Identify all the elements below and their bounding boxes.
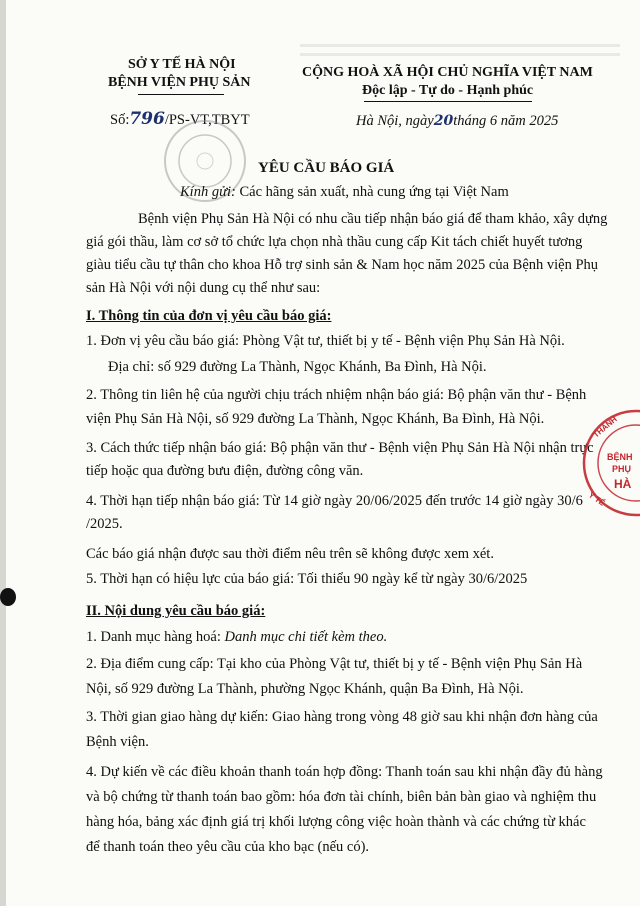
s1-item-5: 5. Thời hạn có hiệu lực của báo giá: Tối thiểu 90 ngày kể từ ngày 30/6/2025 xyxy=(86,571,528,587)
doc-number-prefix: Số: xyxy=(110,112,130,128)
svg-text:BỆNH: BỆNH xyxy=(607,452,633,462)
date-suffix: tháng 6 năm 2025 xyxy=(453,113,559,129)
s1-item-1: 1. Đơn vị yêu cầu báo giá: Phòng Vật tư, thiết bị y tế - Bệnh viện Phụ Sản Hà Nội. xyxy=(86,333,565,349)
s2-item-1-label: 1. Danh mục hàng hoá: xyxy=(86,629,225,645)
org-line-2: BỆNH VIỆN PHỤ SẢN xyxy=(108,75,251,90)
doc-number-suffix: /PS-VT,TBYT xyxy=(164,112,250,128)
svg-text:HÀ: HÀ xyxy=(614,477,632,491)
intro-line-1: Bệnh viện Phụ Sản Hà Nội có nhu cầu tiếp nhận báo giá để tham khảo, xây dựng xyxy=(138,211,608,227)
document-title: YÊU CẦU BÁO GIÁ xyxy=(258,160,395,176)
s1-item-4-line-2: /2025. xyxy=(86,516,123,532)
recipient-value: Các hãng sản xuất, nhà cung ứng tại Việt Nam xyxy=(239,184,509,200)
s2-item-4-line-1: 4. Dự kiến về các điều khoản thanh toán hợp đồng: Thanh toán sau khi nhận đầy đủ hàng xyxy=(86,764,603,780)
scan-edge xyxy=(0,0,6,906)
recipient-label: Kính gửi: xyxy=(180,184,236,200)
motto-underline xyxy=(364,101,532,102)
s1-item-2-line-2: viện Phụ Sản Hà Nội, số 929 đường La Thành, Ngọc Khánh, Ba Đình, Hà Nội. xyxy=(86,411,545,427)
country-line-1: CỘNG HOÀ XÃ HỘI CHỦ NGHĨA VIỆT NAM xyxy=(302,65,593,80)
s2-item-4-line-2: và bộ chứng từ thanh toán bao gồm: hóa đơn tài chính, biên bản bàn giao và nghiệm thu xyxy=(86,789,597,805)
s2-item-1 xyxy=(86,628,387,646)
svg-text:THÀNH: THÀNH xyxy=(591,414,619,440)
s2-item-3-line-1: 3. Thời gian giao hàng dự kiến: Giao hàng trong vòng 48 giờ sau khi nhận đơn hàng của xyxy=(86,709,598,725)
bleed-through-texture xyxy=(300,40,620,62)
s1-note: Các báo giá nhận được sau thời điểm nêu trên sẽ không được xem xét. xyxy=(86,546,494,562)
s1-item-3-line-2: tiếp hoặc qua đường bưu điện, đường công văn. xyxy=(86,463,364,479)
svg-text:Y TẾ: Y TẾ xyxy=(586,490,607,508)
section-2-title: II. Nội dung yêu cầu báo giá: xyxy=(86,603,266,619)
org-line-1: SỞ Y TẾ HÀ NỘI xyxy=(128,57,236,72)
s1-item-3-line-1: 3. Cách thức tiếp nhận báo giá: Bộ phận văn thư - Bệnh viện Phụ Sản Hà Nội nhận trực xyxy=(86,440,594,456)
s1-item-2-line-1: 2. Thông tin liên hệ của người chịu trách nhiệm nhận báo giá: Bộ phận văn thư - Bệnh xyxy=(86,387,587,403)
intro-line-3: giàu tiểu cầu tự thân cho khoa Hỗ trợ sinh sản & Nam học năm 2025 của Bệnh viện Phụ xyxy=(86,257,599,273)
date-day-handwritten: 20 xyxy=(433,113,454,129)
doc-number-handwritten: 796 xyxy=(129,109,165,129)
section-1-title: I. Thông tin của đơn vị yêu cầu báo giá: xyxy=(86,308,332,324)
s2-item-2-line-1: 2. Địa điểm cung cấp: Tại kho của Phòng Vật tư, thiết bị y tế - Bệnh viện Phụ Sản Hà xyxy=(86,656,583,672)
intro-line-2: giá gói thầu, làm cơ sở tổ chức lựa chọn nhà thầu cung cấp Kit tách chiết huyết tương xyxy=(86,234,583,250)
s1-item-1-address: Địa chỉ: số 929 đường La Thành, Ngọc Khánh, Ba Đình, Hà Nội. xyxy=(108,359,487,375)
s2-item-2-line-2: Nội, số 929 đường La Thành, phường Ngọc Khánh, quận Ba Đình, Hà Nội. xyxy=(86,681,524,697)
punch-hole-mark xyxy=(0,588,16,606)
svg-text:PHỤ: PHỤ xyxy=(612,464,632,474)
s2-item-4-line-4: để thanh toán theo yêu cầu của kho bạc (nếu có). xyxy=(86,839,370,855)
intro-line-4: sản Hà Nội với nội dung cụ thể như sau: xyxy=(86,280,321,296)
s2-item-3-line-2: Bệnh viện. xyxy=(86,734,149,750)
org-underline xyxy=(138,94,224,95)
country-line-2: Độc lập - Tự do - Hạnh phúc xyxy=(362,83,534,98)
s1-item-4-line-1: 4. Thời hạn tiếp nhận báo giá: Từ 14 giờ ngày 20/06/2025 đến trước 14 giờ ngày 30/6 xyxy=(86,493,583,509)
date-prefix: Hà Nội, ngày xyxy=(356,113,434,129)
doc-date xyxy=(356,112,558,130)
recipient-line xyxy=(180,183,509,201)
s2-item-4-line-3: hàng hóa, bảng xác định giá trị khối lượng công việc hoàn thành và các chứng từ khác xyxy=(86,814,586,830)
s2-item-1-value: Danh mục chi tiết kèm theo. xyxy=(224,629,388,645)
red-hospital-seal xyxy=(574,408,640,518)
